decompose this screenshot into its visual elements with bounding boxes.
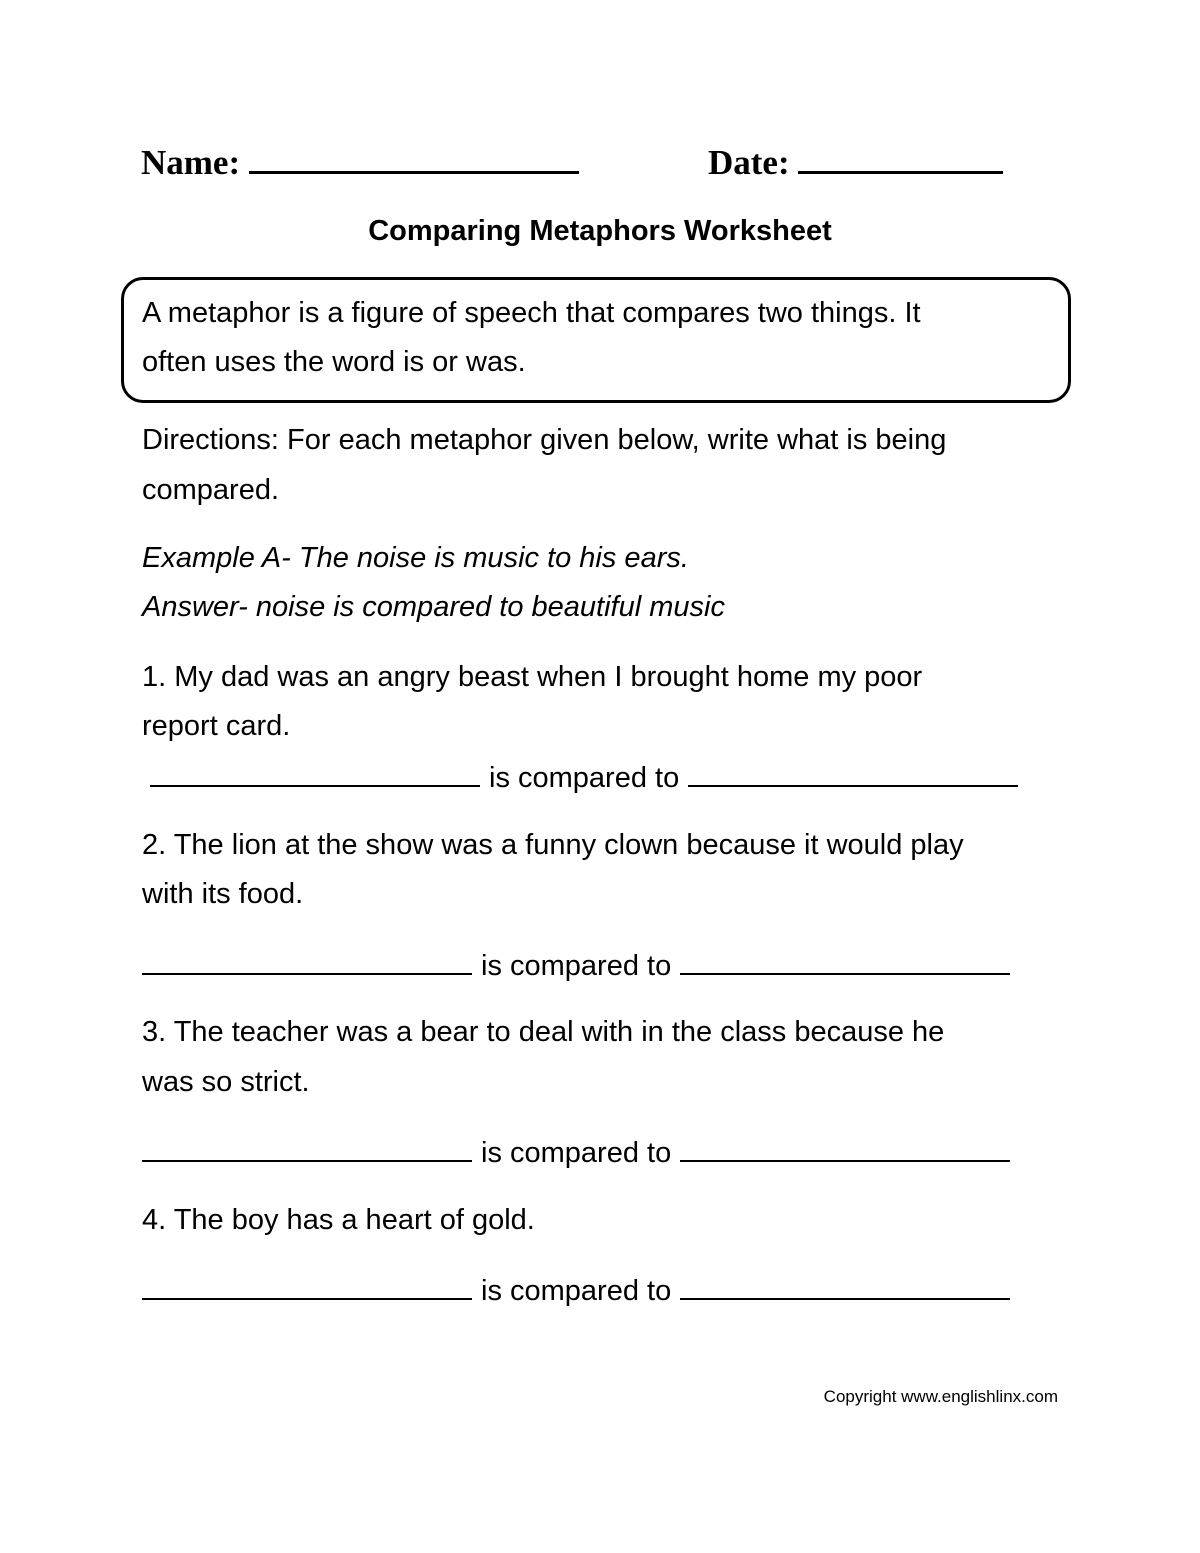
name-blank[interactable] xyxy=(249,143,579,174)
answer-blank-subject[interactable] xyxy=(142,1134,472,1162)
copyright-text: Copyright www.englishlinx.com xyxy=(823,1387,1058,1406)
connector-text: is compared to xyxy=(481,1137,672,1169)
connector-text: is compared to xyxy=(489,762,680,794)
example-sentence: Example A- The noise is music to his ears. xyxy=(142,542,689,574)
question-2-answer-row xyxy=(142,947,1010,983)
connector-text: is compared to xyxy=(481,1275,672,1307)
page-title: Comparing Metaphors Worksheet xyxy=(368,215,832,247)
question-3-line-1: 3. The teacher was a bear to deal with in the class because he xyxy=(142,1016,945,1048)
answer-blank-object[interactable] xyxy=(680,1272,1010,1300)
answer-blank-object[interactable] xyxy=(680,947,1010,975)
answer-blank-subject[interactable] xyxy=(150,759,480,787)
connector-text: is compared to xyxy=(481,950,672,982)
question-2-line-1: 2. The lion at the show was a funny clown because it would play xyxy=(142,829,964,861)
name-label: Name: xyxy=(141,143,241,182)
definition-line-2: often uses the word is or was. xyxy=(142,346,526,378)
directions-line-1: Directions: For each metaphor given below, write what is being xyxy=(142,424,947,456)
question-1-line-2: report card. xyxy=(142,710,291,742)
date-label: Date: xyxy=(708,143,790,182)
definition-line-1: A metaphor is a figure of speech that compares two things. It xyxy=(142,297,921,329)
question-1-line-1: 1. My dad was an angry beast when I brought home my poor xyxy=(142,661,923,693)
question-3-answer-row xyxy=(142,1134,1010,1170)
answer-blank-subject[interactable] xyxy=(142,1272,472,1300)
question-4-line-1: 4. The boy has a heart of gold. xyxy=(142,1204,535,1236)
question-3-line-2: was so strict. xyxy=(142,1066,310,1098)
question-1-answer-row xyxy=(150,759,1018,795)
date-blank[interactable] xyxy=(798,143,1003,174)
answer-blank-object[interactable] xyxy=(688,759,1018,787)
directions-line-2: compared. xyxy=(142,474,280,506)
question-2-line-2: with its food. xyxy=(142,878,304,910)
answer-blank-subject[interactable] xyxy=(142,947,472,975)
answer-blank-object[interactable] xyxy=(680,1134,1010,1162)
date-field[interactable] xyxy=(708,143,1003,183)
example-answer: Answer- noise is compared to beautiful music xyxy=(142,591,725,623)
name-field[interactable] xyxy=(141,143,579,183)
question-4-answer-row xyxy=(142,1272,1010,1308)
